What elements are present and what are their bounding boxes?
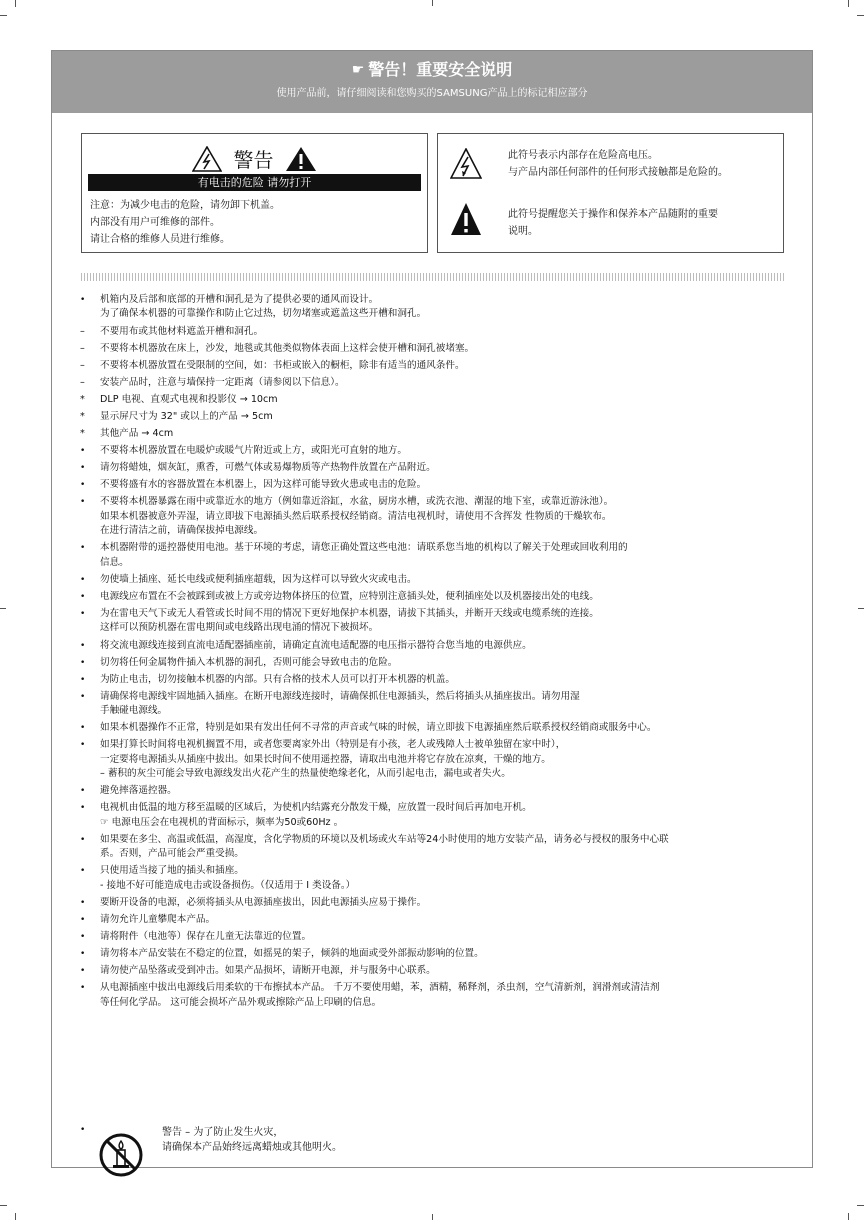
list-item	[66, 444, 806, 458]
list-item	[66, 673, 806, 687]
list-item-text: 要断开设备的电源，必须将插头从电源插座拔出，因此电源插头应易于操作。	[100, 896, 427, 908]
list-bullet: •	[80, 640, 86, 651]
warning-line: 注意：为减少电击的危险，请勿卸下机盖。	[90, 200, 280, 211]
list-item	[66, 913, 806, 927]
list-item	[66, 293, 806, 322]
header-banner	[52, 51, 812, 113]
list-item-text: 不要将本机器放置在电暖炉或暖气片附近或上方，或阳光可直射的地方。	[100, 445, 407, 457]
list-item-text: 显示屏尺寸为 32" 或以上的产品 → 5cm	[100, 410, 273, 422]
list-item	[66, 541, 806, 570]
list-item	[66, 495, 806, 538]
list-bullet: –	[80, 342, 85, 354]
crop-mark	[858, 608, 864, 609]
list-item	[66, 784, 806, 798]
list-bullet: •	[80, 983, 86, 994]
list-item-text: 避免摔落遥控器。	[100, 785, 177, 797]
page-title	[52, 57, 812, 80]
crop-mark	[857, 1205, 864, 1206]
list-item	[66, 376, 806, 390]
list-item	[66, 896, 806, 910]
list-item-text: 请将附件（电池等）保存在儿童无法靠近的位置。	[100, 931, 312, 943]
list-item	[66, 801, 806, 830]
list-item-text: 不要用布或其他材料遮盖开槽和洞孔。	[100, 325, 264, 337]
list-item	[66, 359, 806, 373]
list-item	[66, 656, 806, 670]
symbol-row	[450, 148, 482, 184]
list-bullet: •	[80, 463, 86, 474]
list-item-text: 为防止电击，切勿接触本机器的内部。只有合格的技术人员可以打开本机器的机盖。	[100, 673, 455, 685]
list-item-text: 只使用适当接了地的插头和插座。 - 接地不好可能造成电击或设备损伤。（仅适用于 Ⅰ 类设备。）	[100, 865, 356, 891]
list-item	[66, 981, 806, 1010]
dotted-separator	[81, 273, 784, 281]
list-bullet: •	[80, 480, 86, 491]
lightning-triangle-icon	[192, 146, 222, 172]
pointing-hand-icon: ☛	[351, 62, 365, 78]
page-subtitle: 使用产品前，请仔细阅读和您购买的SAMSUNG产品上的标记相应部分	[276, 88, 588, 99]
list-bullet: •	[80, 932, 86, 943]
list-bullet: •	[80, 834, 86, 845]
list-bullet: •	[80, 1125, 86, 1135]
list-bullet: •	[80, 866, 86, 877]
exclamation-triangle-icon	[285, 146, 317, 172]
list-item-text: 如果本机器操作不正常，特别是如果有发出任何不寻常的声音或气味的时候，请立即拔下电源插座然后联系授权经销商或服务中心。	[100, 722, 657, 734]
no-candle-icon	[98, 1132, 144, 1178]
crop-mark	[0, 608, 6, 609]
list-item-text: 请勿将蜡烛，烟灰缸，熏香，可燃气体或易爆物质等产热物件放置在产品附近。	[100, 462, 436, 474]
crop-mark	[432, 1214, 433, 1220]
crop-mark	[15, 1213, 16, 1220]
symbol-row	[450, 202, 482, 240]
list-item-text: 如果打算长时间将电视机搁置不用，或者您要离家外出（特别是有小孩，老人或残障人士被单独留在家中时）， 一定要将电源插头从插座中拔出。如果长时间不使用遥控器，请取出电池并将它存放在凉爽，干燥的地方。 – 蓄积的灰尘可能会导致电源线发出火花产生的热量使绝缘老化，从而引起电击，漏电或者失火。	[100, 739, 566, 780]
list-bullet: *	[80, 428, 85, 440]
crop-mark	[432, 0, 433, 6]
list-bullet: •	[80, 609, 86, 620]
list-bullet: •	[80, 574, 86, 585]
crop-mark	[0, 1205, 7, 1206]
warning-heading	[82, 144, 427, 172]
list-item-text: 请勿使产品坠落或受到冲击。如果产品损坏，请断开电源，并与服务中心联系。	[100, 965, 436, 977]
list-bullet: •	[80, 295, 86, 305]
list-item	[66, 325, 806, 339]
warning-line: 内部没有用户可维修的部件。	[90, 217, 220, 228]
page-title-text: 警告！重要安全说明	[368, 60, 513, 79]
list-item	[66, 833, 806, 862]
list-bullet: •	[80, 543, 86, 554]
list-item	[66, 590, 806, 604]
list-item-text: 不要将本机器暴露在雨中或靠近水的地方（例如靠近浴缸，水盆，厨房水槽，或洗衣池、潮湿的地下室，或靠近游泳池）。 如果本机器被意外弄湿，请立即拔下电源插头然后联系授权经销商。清洁电视机时，请使用不含挥发 性物质的干燥软布。 在进行清洁之前，请确保拔掉电源线。	[100, 496, 614, 537]
shock-hazard-bar: 有电击的危险 请勿打开	[88, 174, 421, 191]
warning-title: 警告	[233, 148, 274, 172]
list-item	[66, 607, 806, 636]
list-item	[66, 393, 806, 407]
list-item-text: 其他产品 → 4cm	[100, 428, 174, 440]
list-bullet: •	[80, 949, 86, 960]
list-item-text: 电视机由低温的地方移至温暖的区域后，为使机内结露充分散发干燥，应放置一段时间后再加电开机。 ☞ 电源电压会在电视机的背面标示，频率为50或60Hz 。	[100, 802, 532, 828]
list-bullet: •	[80, 674, 86, 685]
list-item-text: DLP 电视、直观式电视和投影仪 → 10cm	[100, 393, 278, 405]
crop-mark	[857, 15, 864, 16]
list-bullet: •	[80, 786, 86, 797]
list-bullet: –	[80, 376, 85, 388]
list-item-text: 请勿允许儿童攀爬本产品。	[100, 914, 216, 925]
list-item-text: 本机器附带的遥控器使用电池。基于环境的考虑，请您正确处置这些电池：请联系您当地的机构以了解关于处理或回收利用的 信息。	[100, 542, 628, 568]
warning-lines	[90, 197, 280, 248]
list-item	[66, 947, 806, 961]
list-bullet: –	[80, 359, 85, 371]
list-item	[66, 864, 806, 893]
list-item	[66, 342, 806, 356]
candle-warning-text: 警告 – 为了防止发生火灾， 请确保本产品始终远离蜡烛或其他明火。	[162, 1127, 342, 1153]
page-frame	[51, 50, 813, 1168]
exclamation-triangle-icon	[450, 202, 482, 236]
list-item	[66, 573, 806, 587]
list-item-text: 从电源插座中拔出电源线后用柔软的干布擦拭本产品。 千万不要使用蜡，苯，酒精，稀释剂，杀虫剂，空气清新剂，润滑剂或清洁剂 等任何化学品。 这可能会损坏产品外观或擦除产品上印刷的信息。	[100, 982, 660, 1008]
list-bullet: •	[80, 446, 86, 457]
list-item-text: 请勿将本产品安装在不稳定的位置，如摇晃的架子，倾斜的地面或受外部振动影响的位置。	[100, 948, 484, 960]
list-item	[66, 721, 806, 735]
list-bullet: •	[80, 657, 86, 668]
list-item-text: 如果要在多尘、高温或低温，高湿度，含化学物质的环境以及机场或火车站等24小时使用的地方安装产品，请务必与授权的服务中心联 系。否则，产品可能会严重受损。	[100, 833, 669, 860]
list-item-text: 不要将本机器放置在受限制的空间，如：书柜或嵌入的橱柜，除非有适当的通风条件。	[100, 359, 465, 371]
list-bullet: •	[80, 966, 86, 977]
list-bullet: •	[80, 497, 86, 508]
warning-box	[81, 133, 428, 253]
list-bullet: •	[80, 803, 86, 814]
list-item-text: 为在雷电天气下或无人看管或长时间不用的情况下更好地保护本机器，请拔下其插头，并断开天线或电缆系统的连接。 这样可以预防机器在雷电期间或电线路出现电涌的情况下被损坏。	[100, 608, 599, 634]
list-item-text: 请确保将电源线牢固地插入插座。在断开电源线连接时，请确保抓住电源插头，然后将插头从插座拔出。请勿用湿 手触碰电源线。	[100, 690, 580, 717]
list-item	[66, 930, 806, 944]
symbol-legend-box	[437, 133, 784, 253]
list-bullet: •	[80, 915, 86, 925]
list-bullet: *	[80, 410, 85, 422]
list-bullet: •	[80, 691, 86, 702]
list-item-text: 机箱内及后部和底部的开槽和洞孔是为了提供必要的通风而设计。 为了确保本机器的可靠操作和防止它过热，切勿堵塞或遮盖这些开槽和洞孔。	[100, 294, 427, 320]
warning-line: 请让合格的维修人员进行维修。	[90, 234, 230, 245]
list-item	[66, 639, 806, 653]
list-item	[66, 461, 806, 475]
list-bullet: •	[80, 740, 86, 751]
crop-mark	[848, 0, 849, 7]
symbol-text: 此符号表示内部存在危险高电压。 与产品内部任何部件的任何形式接触都是危险的。	[508, 150, 728, 178]
list-item-text: 不要将本机器放在床上，沙发，地毯或其他类似物体表面上这样会使开槽和洞孔被堵塞。	[100, 342, 475, 354]
crop-mark	[848, 1213, 849, 1220]
list-bullet: *	[80, 393, 85, 405]
symbol-text: 此符号提醒您关于操作和保养本产品随附的重要 说明。	[508, 209, 718, 237]
list-item	[66, 478, 806, 492]
list-item-text: 将交流电源线连接到直流电适配器插座前，请确定直流电适配器的电压指示器符合您当地的电源供应。	[100, 639, 532, 651]
list-bullet: •	[80, 591, 86, 602]
lightning-triangle-icon	[450, 148, 482, 180]
list-bullet: –	[80, 325, 85, 337]
list-item	[66, 690, 806, 719]
list-item-text: 安装产品时，注意与墙保持一定距离（请参阅以下信息）。	[100, 376, 345, 388]
crop-mark	[15, 0, 16, 7]
safety-instructions-list	[66, 293, 806, 1013]
list-item-text: 切勿将任何金属物件插入本机器的洞孔，否则可能会导致电击的危险。	[100, 656, 398, 668]
list-item-text: 不要将盛有水的容器放置在本机器上，因为这样可能导致火患或电击的危险。	[100, 479, 427, 491]
list-item-text: 电源线应布置在不会被踩到或被上方或旁边物体挤压的位置，应特别注意插头处，便利插座处以及机器接出处的电线。	[100, 590, 599, 602]
list-bullet: •	[80, 723, 86, 734]
list-bullet: •	[80, 897, 86, 908]
list-item	[66, 410, 806, 424]
list-item	[66, 964, 806, 978]
list-item	[66, 738, 806, 781]
list-item-text: 勿使墙上插座、延长电线或便利插座超载，因为这样可以导致火灾或电击。	[100, 573, 417, 585]
crop-mark	[0, 15, 7, 16]
list-item	[66, 427, 806, 441]
